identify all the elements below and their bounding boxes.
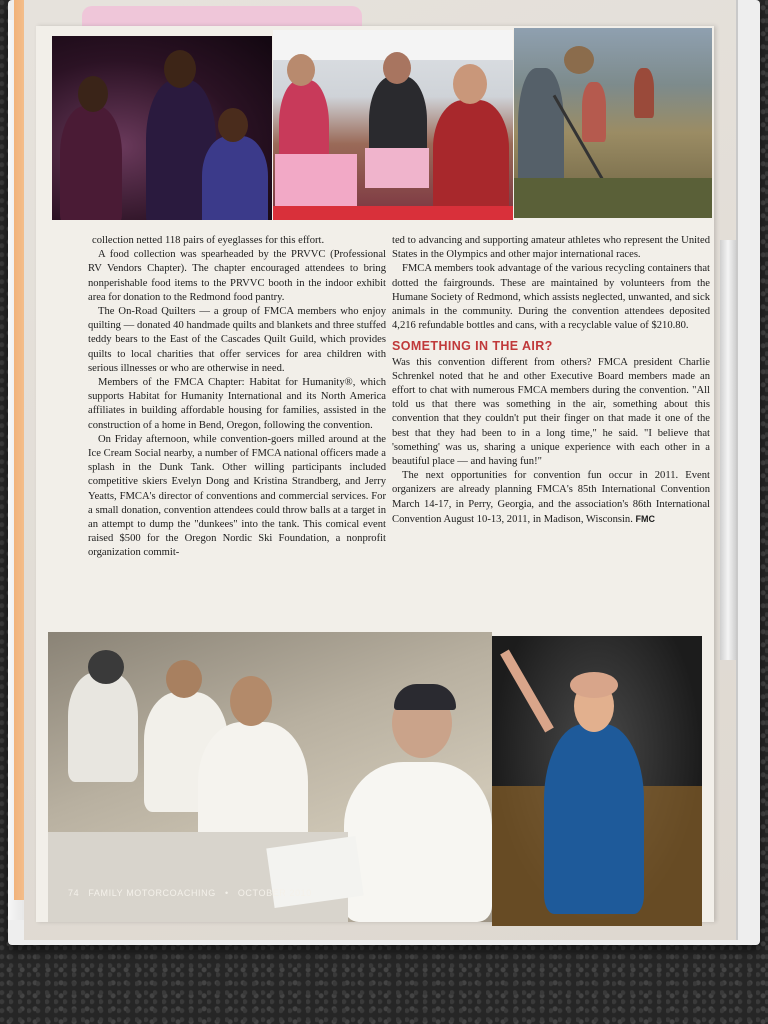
paragraph: ted to advancing and supporting amateur athletes who represent the United States in the Olympics and other major international races. xyxy=(392,235,710,261)
paragraph: collection netted 118 pairs of eyeglasses for this effort. xyxy=(92,235,325,246)
paragraph-text: The next opportunities for convention fun occur in 2011. Event organizers are already planning FMCA's 85th International Convention March 14-17, in Perry, Georgia, and the association's 86th International Convention August 10-13, 2011, in Madison, Wisconsin. xyxy=(392,470,710,525)
footer-separator: • xyxy=(224,888,229,898)
photo-golf xyxy=(514,28,712,218)
photo-food-booth xyxy=(273,30,513,220)
paragraph: The On-Road Quilters — a group of FMCA members who enjoy quilting — donated 40 handmade quilts and blankets and three stuffed teddy bears to the East of the Cascades Quilt Guild, which provides quilts to local charities that offer services for area children with serious illnesses or who are otherwise in need. xyxy=(88,306,386,374)
section-heading: SOMETHING IN THE AIR? xyxy=(392,339,553,354)
paragraph: On Friday afternoon, while convention-goers milled around at the Ice Cream Social nearby, a number of FMCA national officers made a splash in the Dunk Tank. Other willing participants included competitive skiers Evelyn Dong and Kristina Strandberg, and Jerry Yeatts, FMCA's director of conventions and commercial services. For a small donation, convention attendees could throw balls at a target in an attempt to dump the "dunkees" into the tank. This comical event raised $500 for the Oregon Nordic Ski Foundation, a nonprofit organization commit- xyxy=(88,433,386,559)
page-footer xyxy=(68,888,318,898)
paragraph xyxy=(392,469,710,527)
photo-singers xyxy=(52,36,272,220)
page-number: 74 xyxy=(68,888,80,898)
photo-volunteers xyxy=(48,632,492,922)
paragraph: Members of the FMCA Chapter: Habitat for Humanity®, which supports Habitat for Humanity International and its North America affiliates in building affordable housing for families, assisted in the construction of a home in Bend, Oregon, following the convention. xyxy=(88,377,386,431)
sleeve-edge xyxy=(720,240,736,660)
paragraph: FMCA members took advantage of the various recycling containers that dotted the fairgrounds. These are maintained by volunteers from the Humane Society of Redmond, which assists neglected, unwanted, and sick animals in the community. During the convention attendees deposited 4,216 refundable bottles and cans, with a recyclable value of $210.80. xyxy=(392,263,710,332)
paragraph: Was this convention different from others? FMCA president Charlie Schrenkel noted that he and other Executive Board members made an effort to chat with numerous FMCA members during the convention. "All told us that there was something in the air, something about this convention that they couldn't put their finger on that made it one of the best that they had been to in a long time," he said. "I believe that 'something' was us, sharing a unique experience with each other in a beautiful place — and having fun!" xyxy=(392,356,710,468)
end-mark: FMC xyxy=(635,513,656,524)
article-left-column xyxy=(88,234,386,561)
article-right-column xyxy=(392,234,710,527)
magazine-title: FAMILY MOTORCOACHING xyxy=(88,888,216,898)
photo-performer xyxy=(492,636,702,926)
issue-date: OCTOBER 2010 xyxy=(237,888,312,898)
pink-tab xyxy=(82,6,362,28)
paragraph: A food collection was spearheaded by the PRVVC (Professional RV Vendors Chapter). The chapter encouraged attendees to bring nonperishable food items to the PRVVC booth in the indoor exhibit area for donation to the Redmond food pantry. xyxy=(88,249,386,303)
